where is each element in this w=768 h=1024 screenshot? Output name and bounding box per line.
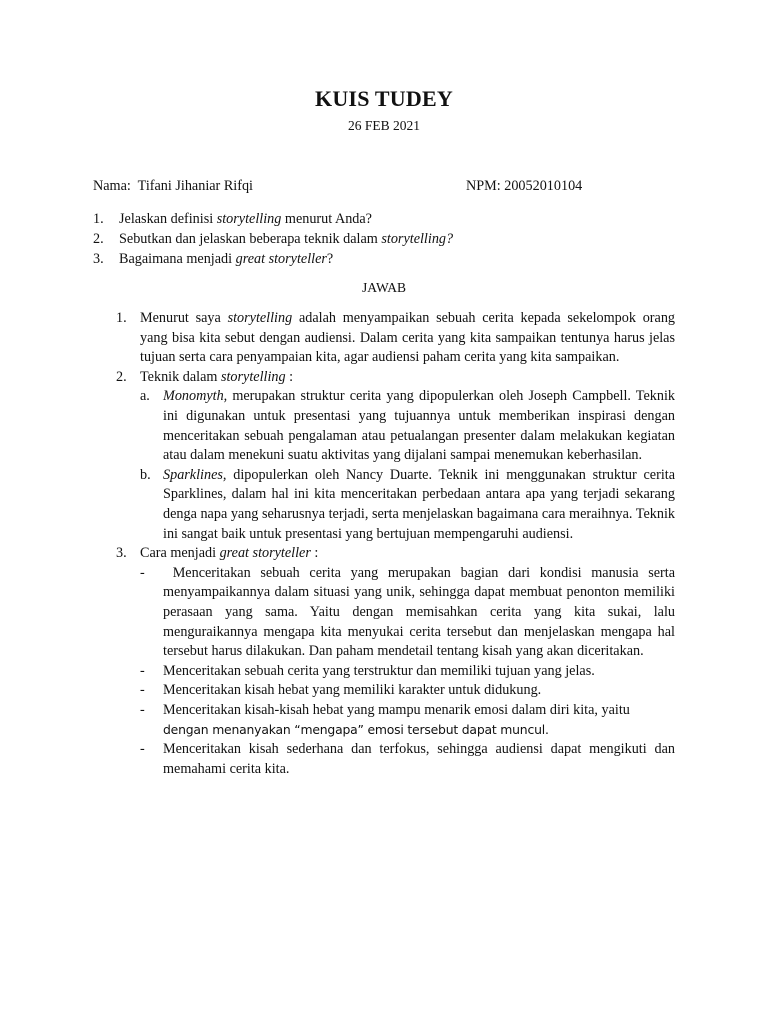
answer-number: 2.	[116, 368, 127, 385]
tip-text: Menceritakan sebuah cerita yang merupakan bagian dari kondisi manusia serta menyampaikannya dalam situasi yang unik, sehingga dapat membuat penonton memiliki perasaan yang sama. Yaitu dengan memisahkan cerita yang kita sukai, lalu menguraikannya mengapa kita menyukai cerita tersebut dan menjelaskan mengapa hal tersebut harus dilakukan. Dan paham mendetail tentang kisah yang akan diceritakan.	[163, 564, 679, 660]
student-npm: NPM: 20052010104	[466, 178, 583, 194]
tip-text: Menceritakan kisah-kisah hebat yang mampu menarik emosi dalam diri kita, yaitu	[163, 701, 630, 718]
technique-name: Monomyth,	[163, 388, 228, 405]
answer-text-end: adalah menyampaikan sebuah cerita kepada sekelompok orang yang bisa kita sebut dengan audiensi. Dalam cerita yang kita sampaikan tentunya harus jelas tujuan serta cara penyampaian kita, agar audiensi paham cerita yang kita sampaikan.	[140, 310, 679, 366]
question-number: 2.	[93, 231, 104, 247]
tip-text: Menceritakan sebuah cerita yang terstruktur dan memiliki tujuan yang jelas.	[163, 662, 595, 679]
technique-marker: a.	[140, 388, 150, 405]
tip-item	[140, 662, 675, 682]
answer-item-2	[116, 368, 679, 544]
answer-number: 3.	[116, 545, 127, 562]
question-text: Sebutkan dan jelaskan beberapa teknik dalam	[119, 231, 382, 247]
tip-text-continuation: dengan menanyakan “mengapa” emosi tersebut dapat muncul.	[163, 722, 549, 738]
answer-text-end: :	[285, 368, 294, 385]
question-item	[93, 209, 693, 229]
tip-marker: -	[140, 682, 145, 699]
question-emphasis: storytelling	[216, 211, 282, 227]
answer-heading: JAWAB	[362, 280, 406, 295]
answer-number: 1.	[116, 310, 127, 326]
question-text-end: menurut Anda?	[281, 211, 372, 227]
question-number: 1.	[93, 211, 104, 227]
question-item	[93, 229, 693, 249]
tip-marker: -	[140, 564, 145, 581]
answer-emphasis: storytelling	[227, 310, 293, 326]
question-text: Jelaskan definisi	[119, 211, 217, 227]
technique-name: Sparklines,	[163, 466, 227, 483]
question-number: 3.	[93, 251, 104, 267]
answer-text: Cara menjadi	[140, 545, 220, 562]
technique-text: dipopulerkan oleh Nancy Duarte. Teknik ini menggunakan struktur cerita Sparklines, dalam hal ini kita menceritakan perbedaan antara apa yang terjadi sekarang denga napa yang seharusnya terjadi, serta menjelaskan bagaimana cara meraihnya. Teknik ini sangat baik untuk presentasi yang bertujuan mempengaruhi audiensi.	[163, 466, 679, 542]
tip-item	[140, 681, 675, 701]
question-emphasis: great storyteller	[235, 251, 327, 267]
tip-item	[140, 564, 679, 662]
answer-text-end: :	[310, 545, 319, 562]
technique-item	[140, 387, 679, 465]
question-emphasis: storytelling?	[381, 231, 454, 247]
answer-text: Menurut saya	[140, 310, 228, 326]
tip-text: Menceritakan kisah sederhana dan terfokus, sehingga audiensi dapat mengikuti dan memahami cerita kita.	[163, 741, 675, 777]
tip-item	[140, 740, 675, 779]
tip-item	[140, 701, 675, 740]
technique-text: merupakan struktur cerita yang dipopulerkan oleh Joseph Campbell. Teknik ini digunakan untuk presentasi yang tujuannya untuk memberikan inspirasi dengan menceritakan sebuah pengalaman atau petualangan presenter dalam melakukan kegiatan atau dalam menekuni suatu aktivitas yang dijalani sampai menemukan keberhasilan.	[163, 388, 679, 464]
question-list	[93, 209, 693, 269]
document-title: KUIS TUDEY	[315, 86, 453, 111]
question-item	[93, 249, 693, 269]
student-name: Nama: Tifani Jihaniar Rifqi	[93, 178, 253, 194]
document-date: 26 FEB 2021	[347, 118, 420, 133]
answer-item-3	[116, 544, 679, 779]
answer-emphasis: storytelling	[220, 368, 286, 385]
answer-emphasis: great storyteller	[219, 545, 311, 562]
question-text-end: ?	[326, 251, 334, 267]
tip-text: Menceritakan kisah hebat yang memiliki karakter untuk didukung.	[163, 682, 542, 699]
tip-marker: -	[140, 662, 145, 679]
tip-marker: -	[140, 701, 145, 718]
answer-item-1	[116, 309, 679, 368]
answer-list	[116, 309, 679, 779]
storyteller-tips	[140, 564, 679, 780]
answer-text: Teknik dalam	[140, 368, 221, 385]
technique-item	[140, 466, 679, 544]
question-text: Bagaimana menjadi	[119, 251, 236, 267]
tip-marker: -	[140, 741, 145, 758]
technique-marker: b.	[140, 466, 151, 483]
